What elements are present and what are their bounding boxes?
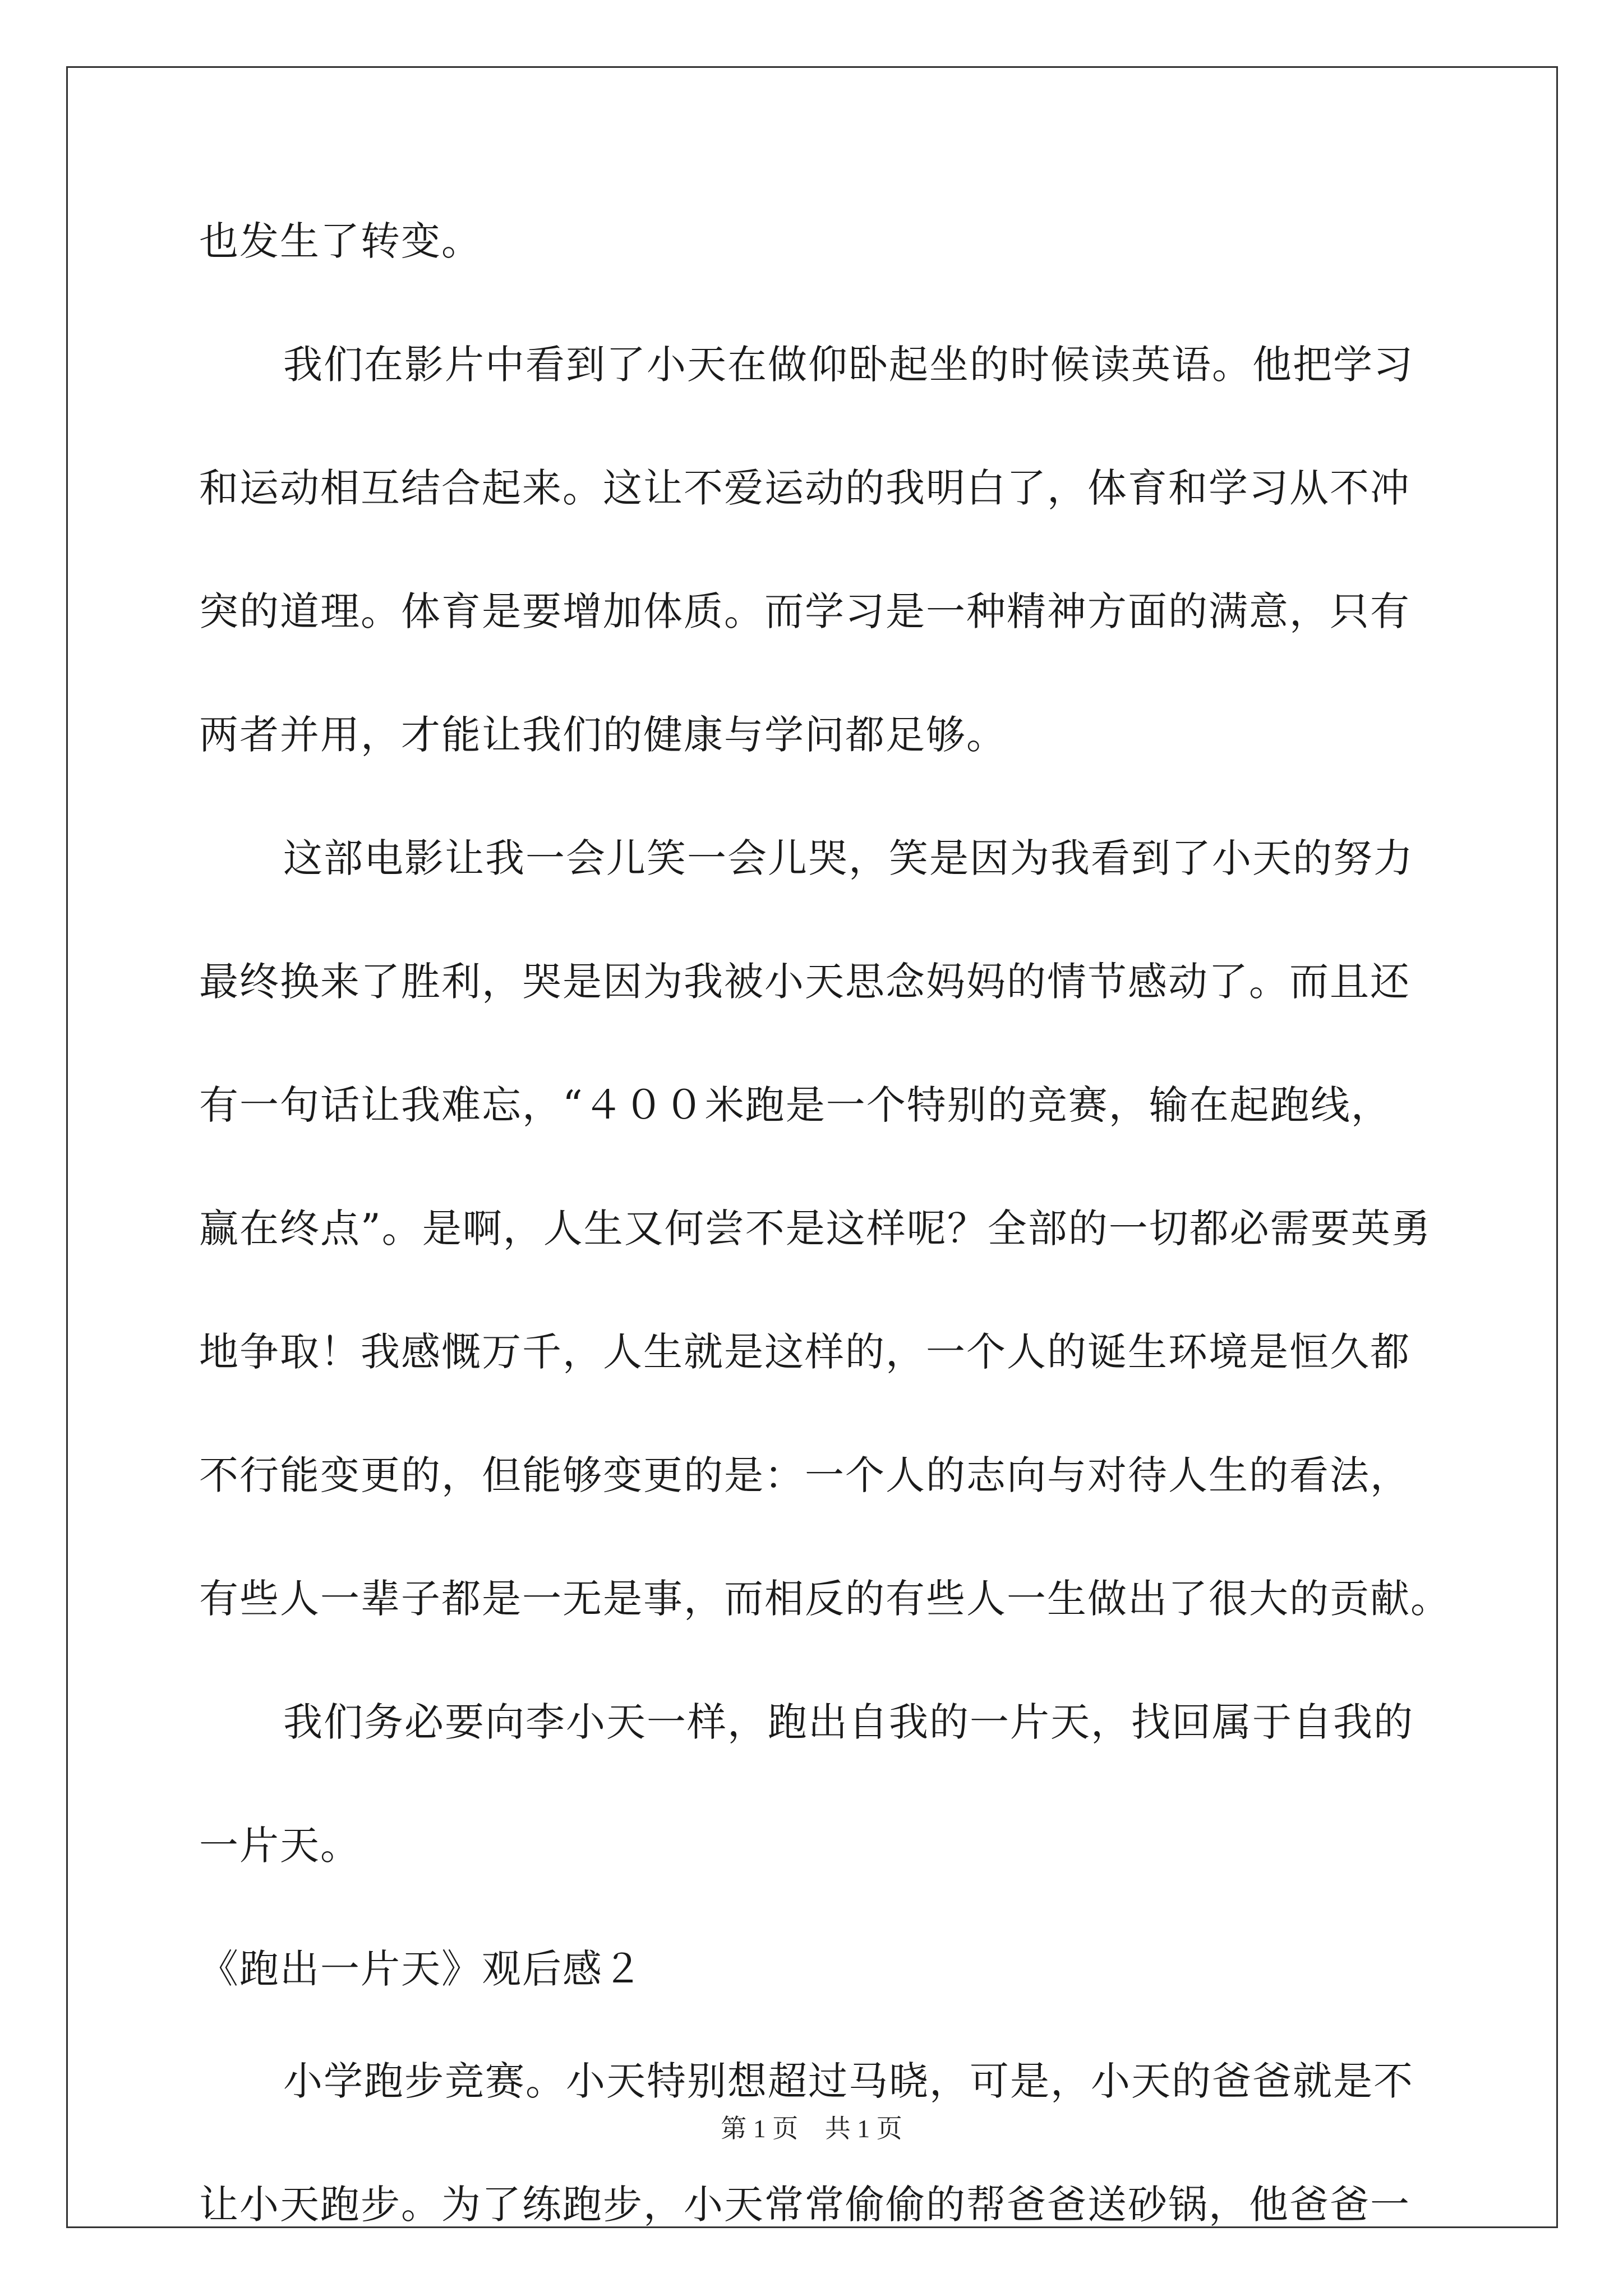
page-total: 共 1 页 <box>824 2114 902 2143</box>
text-line: 不行能变更的，但能够变更的是：一个人的志向与对待人生的看法， <box>199 1452 1410 1498</box>
text-line: 一片天。 <box>199 1823 361 1869</box>
text-line: 我们在影片中看到了小天在做仰卧起坐的时候读英语。他把学习 <box>283 342 1414 388</box>
text-line: 赢在终点”。是啊，人生又何尝不是这样呢？全部的一切都必需要英勇 <box>199 1205 1432 1251</box>
text-line: 两者并用，才能让我们的健康与学问都足够。 <box>199 712 1007 758</box>
text-line: 有些人一辈子都是一无是事，而相反的有些人一生做出了很大的贡献。 <box>199 1576 1451 1622</box>
text-line: 突的道理。体育是要增加体质。而学习是一种精神方面的满意，只有 <box>199 588 1410 634</box>
text-line: 小学跑步竞赛。小天特别想超过马晓，可是，小天的爸爸就是不 <box>283 2058 1414 2104</box>
text-line: 这部电影让我一会儿笑一会儿哭，笑是因为我看到了小天的努力 <box>283 835 1414 881</box>
section-heading: 《跑出一片天》观后感２ <box>199 1946 643 1992</box>
text-line: 和运动相互结合起来。这让不爱运动的我明白了，体育和学习从不冲 <box>199 465 1410 511</box>
text-line: 也发生了转变。 <box>199 218 482 264</box>
text-line: 我们务必要向李小天一样，跑出自我的一片天，找回属于自我的 <box>283 1699 1414 1745</box>
page-footer <box>0 2112 1623 2146</box>
text-line: 地争取！我感慨万千，人生就是这样的，一个人的诞生环境是恒久都 <box>199 1329 1410 1375</box>
document-body <box>199 208 1451 2294</box>
page-number: 第 1 页 <box>721 2114 799 2143</box>
text-line: 有一句话让我难忘，“４００米跑是一个特别的竞赛，输在起跑线， <box>199 1082 1391 1128</box>
text-line: 让小天跑步。为了练跑步，小天常常偷偷的帮爸爸送砂锅，他爸爸一 <box>199 2182 1410 2228</box>
text-line: 最终换来了胜利，哭是因为我被小天思念妈妈的情节感动了。而且还 <box>199 959 1410 1005</box>
